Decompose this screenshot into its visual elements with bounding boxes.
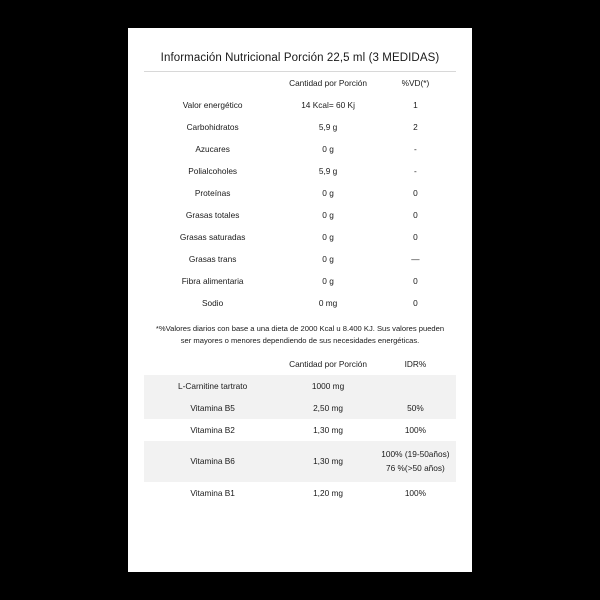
nutrient-amount: 5,9 g [318,166,338,176]
header-amount-per-serving: Cantidad por Porción [289,78,368,88]
header-daily-value: %VD(*) [401,78,430,88]
nutrient-amount: 5,9 g [318,122,338,132]
nutrient-name: Sodio [202,298,224,308]
nutrient-daily-value: 0 [413,210,418,220]
nutrient-name: Grasas trans [188,254,237,264]
nutrient-daily-value: 0 [413,298,418,308]
nutrient-name: Carbohidratos [186,122,239,132]
nutrient-name: Grasas saturadas [179,232,246,242]
table-row [144,182,456,204]
nutrient-amount: 1,30 mg [313,424,344,435]
nutrition-table-main [144,72,456,314]
nutrient-daily-value: 0 [413,232,418,242]
table-header-row [144,72,456,94]
nutrient-amount: 1,30 mg [281,441,375,482]
header-blank [144,72,281,94]
nutrient-amount: 0 g [322,188,334,198]
table-row [144,226,456,248]
nutrient-name: Polialcoholes [188,166,238,176]
table-row [144,138,456,160]
table-row [144,116,456,138]
nutrient-name: Grasas totales [185,210,240,220]
nutrient-amount: 0 g [322,144,334,154]
nutrient-name: Valor energético [182,100,243,110]
nutrient-idr: 50% [375,397,456,419]
table-row [144,397,456,419]
nutrition-table-supplements [144,353,456,504]
nutrient-amount: 1,20 mg [313,487,344,498]
table-row [144,441,456,482]
nutrient-name: Vitamina B2 [190,424,235,435]
header-idr-percent: IDR% [404,358,427,369]
nutrient-name: Fibra alimentaria [181,276,244,286]
nutrient-name: Proteínas [194,188,231,198]
nutrient-name: Vitamina B1 [190,487,235,498]
nutrient-amount: 0 g [322,210,334,220]
nutrient-amount: 2,50 mg [281,397,375,419]
nutrient-daily-value: - [414,144,417,154]
table-row [144,160,456,182]
nutrient-idr: 100% [404,487,427,498]
table-row [144,248,456,270]
table-row [144,419,456,441]
nutrient-amount: 0 g [322,276,334,286]
table-row [144,375,456,397]
nutrient-amount: 0 mg [318,298,338,308]
nutrient-daily-value: — [411,254,420,264]
nutrient-amount: 0 g [322,254,334,264]
nutrient-name: Azucares [195,144,230,154]
table-row [144,204,456,226]
nutrient-name: Vitamina B5 [144,397,281,419]
table-row [144,292,456,314]
nutrient-daily-value: 0 [413,276,418,286]
nutrient-idr: 100% [404,424,427,435]
nutrient-amount: 0 g [322,232,334,242]
table-row [144,94,456,116]
nutrient-name: Vitamina B6 [144,441,281,482]
table-header-row [144,353,456,375]
table-body-main [144,94,456,314]
table-row [144,270,456,292]
nutrient-daily-value: 2 [413,122,418,132]
nutrient-daily-value: 1 [413,100,418,110]
nutrition-label-card [128,28,472,572]
table-header-supplements [144,353,456,375]
nutrient-daily-value: - [414,166,417,176]
nutrient-idr [375,375,456,397]
label-title: Información Nutricional Porción 22,5 ml (3 MEDIDAS) [144,46,456,72]
nutrient-daily-value: 0 [413,188,418,198]
daily-value-footnote: *%Valores diarios con base a una dieta de 2000 Kcal u 8.400 KJ. Sus valores pueden ser mayores o menores dependiendo de sus necesidades energéticas. [155,324,445,345]
nutrient-amount: 1000 mg [281,375,375,397]
header-blank [144,353,281,375]
header-amount-per-serving: Cantidad por Porción [289,358,368,369]
table-row [144,482,456,504]
nutrient-amount: 14 Kcal= 60 Kj [301,100,355,110]
table-header-main [144,72,456,94]
nutrient-name: L-Carnitine tartrato [144,375,281,397]
nutrient-idr: 100% (19-50años) 76 %(>50 años) [375,441,456,482]
table-body-supplements [144,375,456,504]
